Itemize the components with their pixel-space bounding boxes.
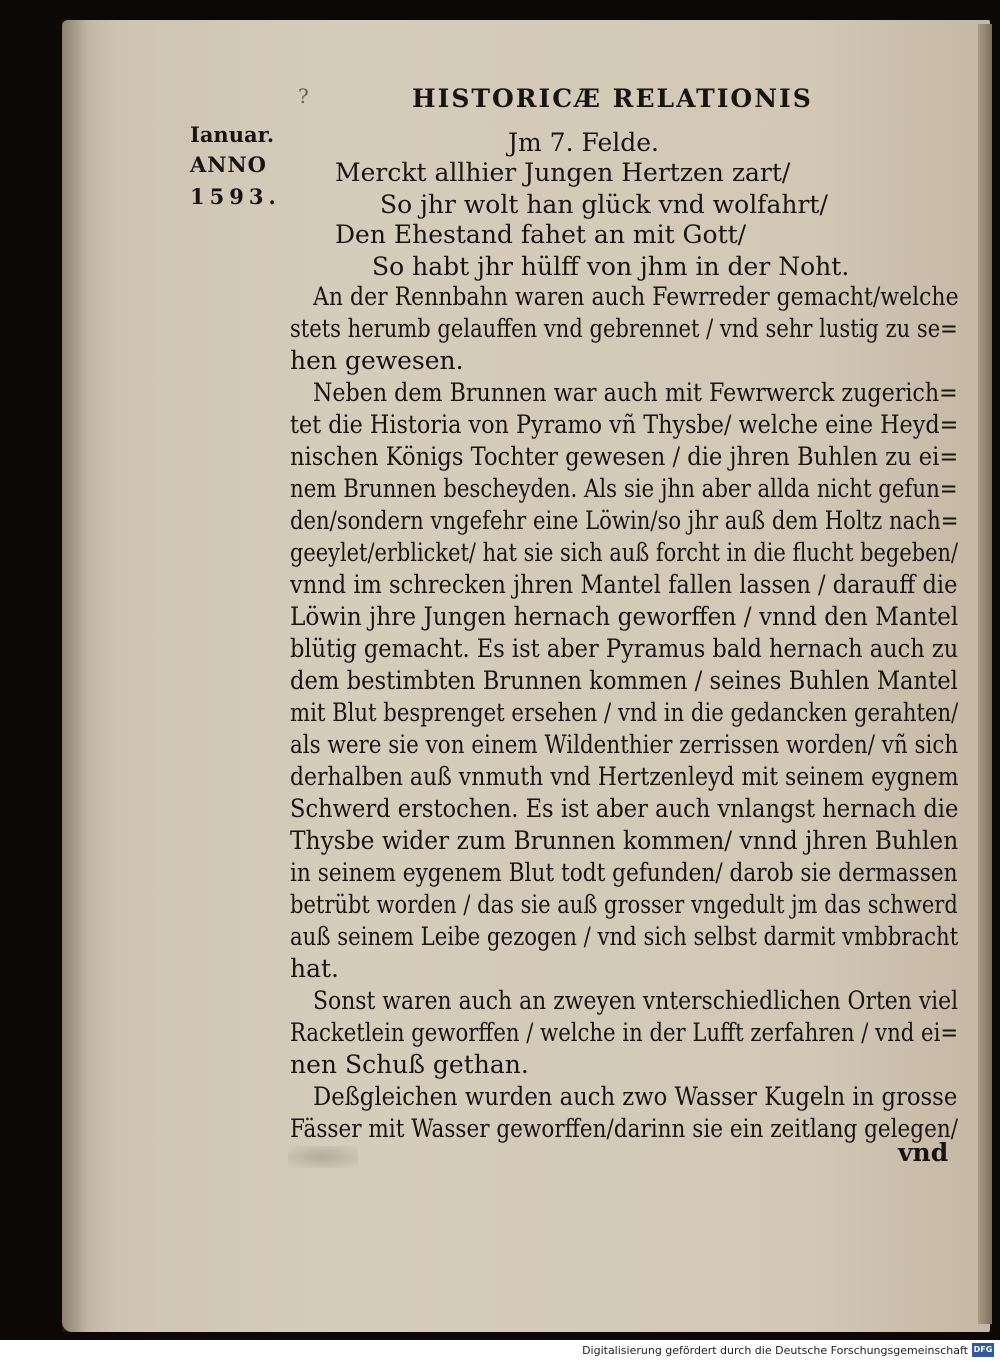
text-line: Löwin jhre Jungen hernach geworffen / vnnd den Mantel <box>290 602 959 631</box>
text-line: nen Schuß gethan. <box>290 1050 529 1079</box>
text-line: Fässer mit Wasser geworffen/darinn sie ein zeitlang gelegen/ <box>290 1114 959 1143</box>
text-line: stets herumb gelauffen vnd gebrennet / vnd sehr lustig zu se= <box>290 314 958 343</box>
text-line: Merckt allhier Jungen Hertzen zart/ <box>335 158 791 187</box>
text-line: vnnd im schrecken jhren Mantel fallen lassen / darauff die <box>290 570 958 599</box>
text-line: mit Blut besprenget ersehen / vnd in die gedancken gerahten/ <box>290 698 959 727</box>
text-line: Racketlein geworffen / welche in der Lufft zerfahren / vnd ei= <box>290 1018 959 1047</box>
text-line: So jhr wolt han glück vnd wolfahrt/ <box>380 190 828 219</box>
text-line: auß seinem Leibe gezogen / vnd sich selbst darmit vmbbracht <box>290 922 959 951</box>
text-line: Deßgleichen wurden auch zwo Wasser Kugeln in grosse <box>313 1082 958 1111</box>
margin-month: Ianuar. <box>190 122 275 147</box>
dfg-logo: DFG <box>972 1343 994 1357</box>
text-line: blütig gemacht. Es ist aber Pyramus bald hernach auch zu <box>290 634 959 663</box>
text-line: So habt jhr hülff von jhm in der Noht. <box>372 252 850 281</box>
running-title: HISTORICÆ RELATIONIS <box>412 84 813 113</box>
text-line: Jm 7. Felde. <box>508 128 659 157</box>
text-line: Thysbe wider zum Brunnen kommen/ vnnd jhren Buhlen <box>290 826 959 855</box>
page-edge <box>978 24 992 1324</box>
text-line: betrübt worden / das sie auß grosser vngedult jm das schwerd <box>290 890 958 919</box>
text-line: hen gewesen. <box>290 346 464 375</box>
page-gutter-shadow <box>62 20 88 1332</box>
text-line: An der Rennbahn waren auch Fewrreder gemacht/welche <box>313 282 959 311</box>
text-line: Neben dem Brunnen war auch mit Fewrwerck zugerich= <box>313 378 958 407</box>
text-line: als were sie von einem Wildenthier zerrissen worden/ vñ sich <box>290 730 959 759</box>
text-line: dem bestimbten Brunnen kommen / seines Buhlen Mantel <box>290 666 958 695</box>
text-line: nem Brunnen bescheyden. Als sie jhn aber allda nicht gefun= <box>290 474 958 503</box>
text-line: hat. <box>290 954 339 983</box>
text-line: Sonst waren auch an zweyen vnterschiedlichen Orten viel <box>313 986 959 1015</box>
text-line: nischen Königs Tochter gewesen / die jhren Buhlen zu ei= <box>290 442 959 471</box>
corner-mark: ? <box>298 84 309 108</box>
text-line: geeylet/erblicket/ hat sie sich auß forcht in die flucht begeben/ <box>290 538 959 567</box>
text-line: derhalben auß vnmuth vnd Hertzenleyd mit seinem eygnem <box>290 762 959 791</box>
text-line: tet die Historia von Pyramo vñ Thysbe/ welche eine Heyd= <box>290 410 959 439</box>
text-line: Schwerd erstochen. Es ist aber auch vnlangst hernach die <box>290 794 959 823</box>
margin-year: 1593. <box>190 184 281 209</box>
catchword: vnd <box>898 1138 949 1167</box>
text-line: Den Ehestand fahet an mit Gott/ <box>335 220 747 249</box>
text-line: in seinem eygenem Blut todt gefunden/ darob sie dermassen <box>290 858 958 887</box>
ink-smudge <box>288 1146 358 1168</box>
footer-credit: Digitalisierung gefördert durch die Deutsche Forschungsgemeinschaft <box>582 1344 968 1357</box>
text-line: den/sondern vngefehr eine Löwin/so jhr auß dem Holtz nach= <box>290 506 959 535</box>
margin-anno: ANNO <box>190 152 267 177</box>
